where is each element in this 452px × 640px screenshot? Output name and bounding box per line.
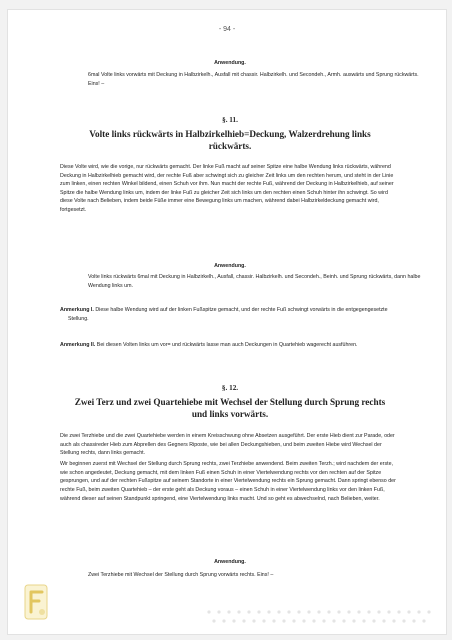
section11-title: Volte links rückwärts in Halbzirkelhieb=Deckung, Walzerdrehung links rückwärts.: [89, 129, 371, 151]
section12-paragraph-1: Die zwei Terzhiebe und die zwei Quartehiebe werden in einem Kreisschwung ohne Absetzen ausgeführt. Der erste Hieb dient zur Parade, oder auch als chassireder Hieb zum Abprellen des Gegners Riposte, wie bei allen Deckungshieben, und beim zweiten Hiebe wird Wechsel der Stellung rechts, dann links gemacht.: [60, 433, 395, 457]
section12-body: [60, 432, 402, 506]
section11-note2: [60, 341, 408, 350]
section12-application-text: Zwei Terzhiebe mit Wechsel der Stellung durch Sprung vorwärts rechts. Eins! –: [88, 572, 274, 578]
note2-label: Anmerkung II.: [60, 342, 96, 348]
section12-application-heading: Anwendung.: [214, 559, 246, 565]
section12-number: §. 12.: [221, 384, 239, 392]
section12-paragraph-2: Wir beginnen zuerst mit Wechsel der Stellung durch Sprung rechts, zwei Terzhiebe anwendend. Beim zweiten Terzh.; wird nachdem der erste, wie schon angedeutet, Deckung gemacht, mit dem linken Fuß einen Schuh in einer Viertelwendung rechts vor den rechten auf der Spitze gesprungen, und auf der rechten Fußspitze auf seinem Standorte in einer Viertelwendung rechts ein Sprung gemacht. Dann springt ebenso der rechte Fuß, beim zweiten Quartehieb – der erste geht als Deckung voraus – einen Schuh in einer Viertelwendung links vor den linken Fuß, während dieser auf seinen Standpunkt springend, eine Viertelwendung links macht. Und so geht es abwechselnd, nach Belieben, weiter.: [60, 461, 396, 502]
section11-application-text: Volte links rückwärts 6mal mit Deckung in Halbzirkelh., Ausfall, chassir. Halbzirkelh. und Secondeh., Beinh. und Sprung rückwärts, dann halbe Wendung links um.: [88, 274, 421, 289]
section11-body: Diese Volte wird, wie die vorige, nur rückwärts gemacht. Der linke Fuß macht auf seiner Spitze eine halbe Wendung links rückwärts, während Deckung in Halbzirkelhieb gemacht wird, der rechte Fuß aber schwingt sich zu gleicher Zeit links um den rechten herum, und steht in der Linie zum linken, einen rechten Winkel bildend, einen Schuh vor ihm. Nun macht der rechte Fuß, während der Deckung in Halbzirkelhieb, auf seiner Spitze die halbe Wendung links um, indem der linke Fuß zu gleicher Zeit sich links um den rechten einen Schuh hinter ihn schwingt. So wird diese Volte nach Belieben, indem beide Füße immer eine Bewegung links um machen, während dabei Halbzirkeldeckung gemacht wird, fortgesetzt.: [60, 164, 394, 213]
section12-title: Zwei Terz und zwei Quartehiebe mit Wechsel der Stellung durch Sprung rechts und links vorwärts.: [74, 397, 386, 419]
publisher-logo-icon: [22, 582, 50, 622]
decorative-dot-pattern: [204, 606, 434, 626]
block1-heading: Anwendung.: [214, 60, 246, 66]
block1-text: 6mal Volte links vorwärts mit Deckung in Halbzirkelh., Ausfall mit chassir. Halbzirkelh. und Secondeh., Armh. auswärts und Sprung rückwärts. Eins! –: [88, 72, 419, 87]
document-page: [7, 9, 447, 635]
section11-application-heading: Anwendung.: [214, 263, 246, 269]
note1-text: Diese halbe Wendung wird auf der linken Fußspitze gemacht, und der rechte Fuß schwingt vorwärts in die entgegengesetzte Stellung.: [68, 307, 388, 322]
page-number: - 94 -: [218, 26, 236, 33]
note2-text: Bei diesen Volten links um vor= und rückwärts lasse man auch Deckungen in Quartehieb wagerecht ausführen.: [95, 342, 358, 348]
section11-number: §. 11.: [222, 116, 238, 124]
section11-note1: [60, 306, 408, 323]
note1-label: Anmerkung I.: [60, 307, 94, 313]
